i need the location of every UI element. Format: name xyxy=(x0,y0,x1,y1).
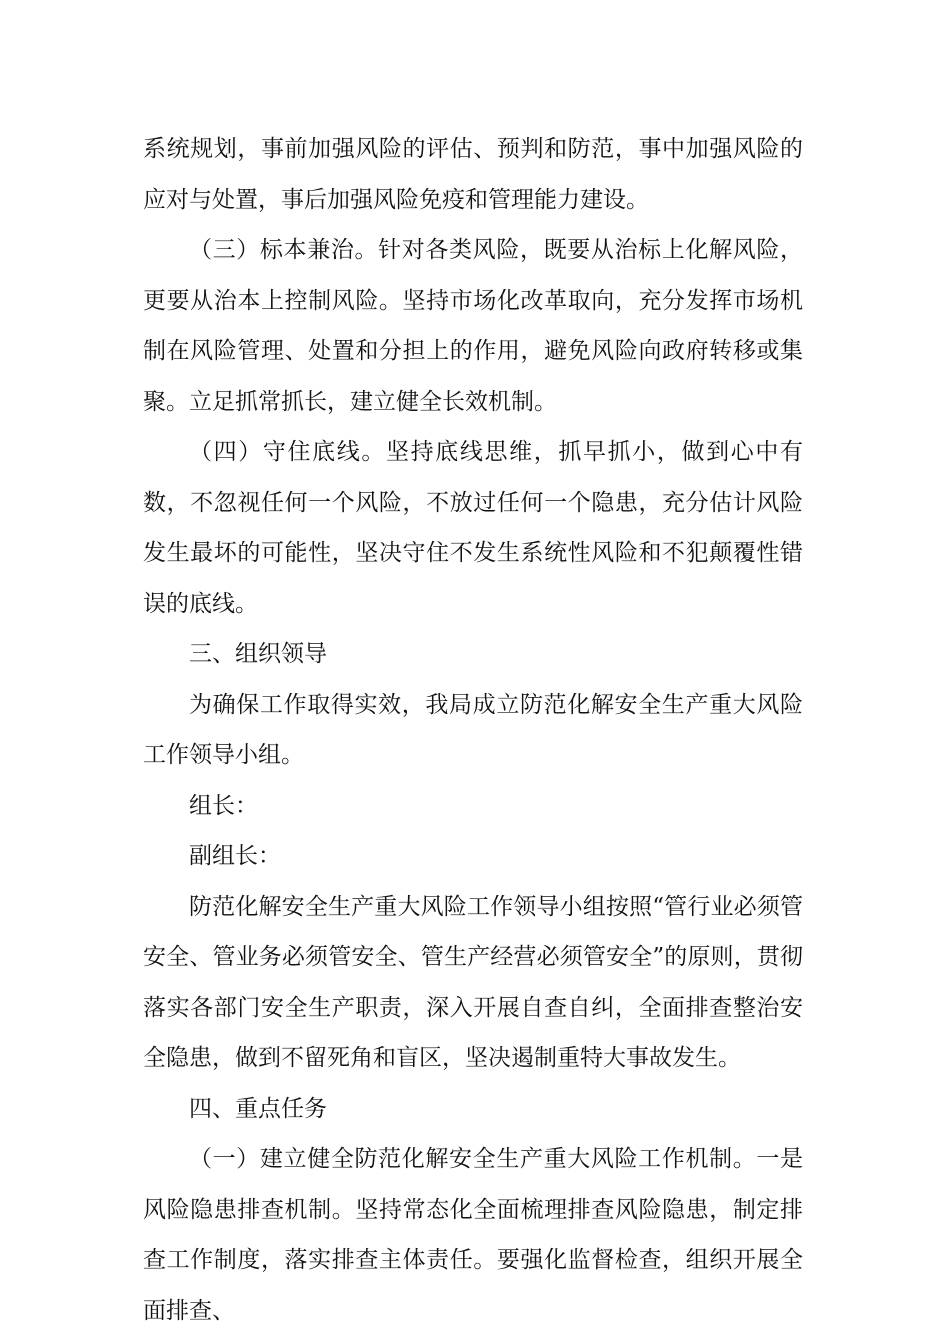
section-heading-key-tasks: 四、重点任务 xyxy=(189,1095,327,1122)
paragraph-leading-group: 为确保工作取得实效，我局成立防范化解安全生产重大风险工作领导小组。 xyxy=(143,691,803,768)
paragraph-work-mechanism: （一）建立健全防范化解安全生产重大风险工作机制。一是风险隐患排查机制。坚持常态化全面梳理排查风险隐患，制定排查工作制度，落实排查主体责任。要强化监督检查，组织开展全面排查、 xyxy=(143,1146,803,1324)
paragraph-deputy-leader: 副组长： xyxy=(189,843,281,869)
section-heading-organization: 三、组织领导 xyxy=(189,641,327,667)
paragraph-group-principles: 防范化解安全生产重大风险工作领导小组按照“管行业必须管安全、管业务必须管安全、管生产经营必须管安全”的原则，贯彻落实各部门安全生产职责，深入开展自查自纠，全面排查整治安全隐患，做到不留死角和盲区，坚决遏制重特大事故发生。 xyxy=(143,893,803,1071)
paragraph-risk-planning: 系统规划，事前加强风险的评估、预判和防范，事中加强风险的应对与处置，事后加强风险免疫和管理能力建设。 xyxy=(143,136,803,213)
paragraph-hold-bottom-line: （四）守住底线。坚持底线思维，抓早抓小，做到心中有数，不忽视任何一个风险，不放过任何一个隐患，充分估计风险发生最坏的可能性，坚决守住不发生系统性风险和不犯颠覆性错误的底线。 xyxy=(143,439,803,617)
paragraph-group-leader: 组长： xyxy=(189,792,258,819)
document-body xyxy=(143,124,803,1336)
paragraph-treat-root-causes: （三）标本兼治。针对各类风险，既要从治标上化解风险，更要从治本上控制风险。坚持市场化改革取向，充分发挥市场机制在风险管理、处置和分担上的作用，避免风险向政府转移或集聚。立足抓常抓长，建立健全长效机制。 xyxy=(143,237,803,415)
